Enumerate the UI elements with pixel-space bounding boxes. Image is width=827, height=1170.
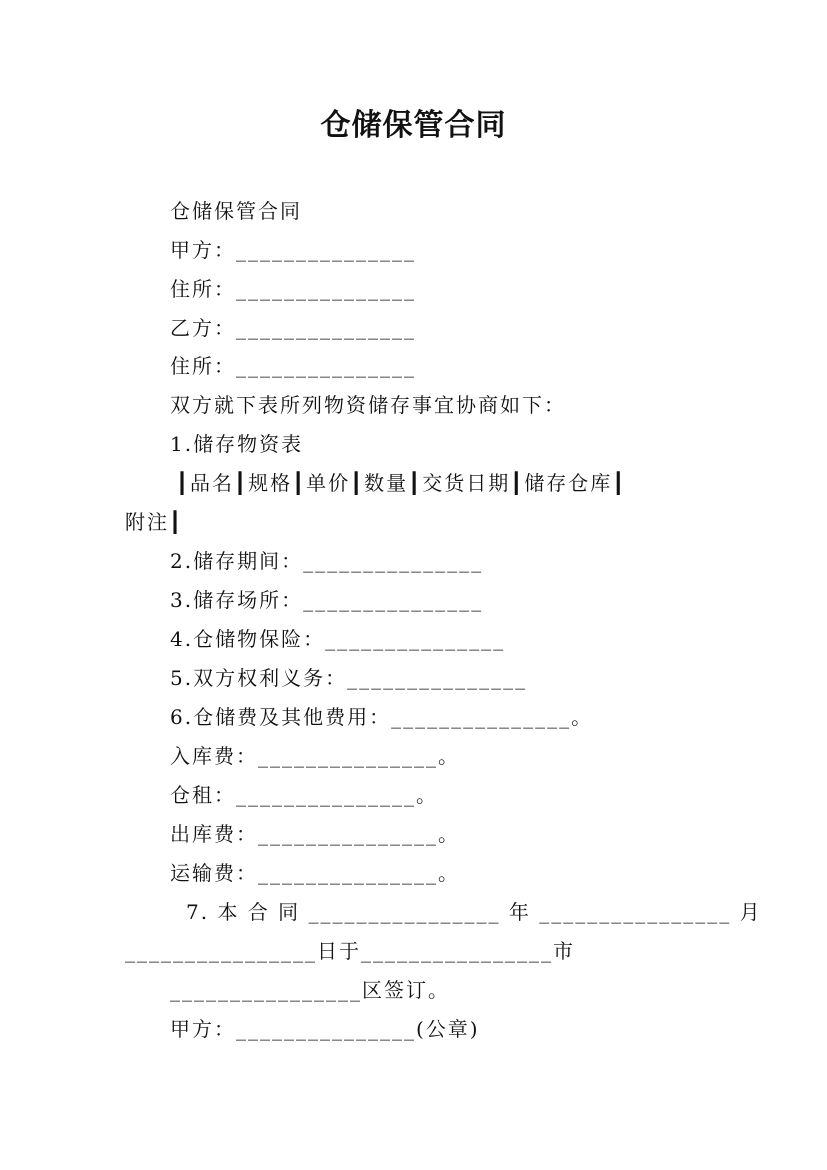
outbound-fee-line: 出库费：_______________。 — [170, 822, 460, 846]
contract-heading: 仓储保管合同 — [170, 199, 302, 223]
clause-6-line: 6.仓储费及其他费用：_______________。 — [170, 705, 594, 729]
party-a-address-line: 住所：_______________ — [170, 277, 416, 301]
rent-line: 仓租：_______________。 — [170, 783, 438, 807]
party-a-seal-line: 甲方：_______________(公章) — [170, 1017, 480, 1041]
goods-table-header: ┃品名┃规格┃单价┃数量┃交货日期┃储存仓库┃ — [176, 471, 627, 495]
clause-2-line: 2.储存期间：_______________ — [170, 549, 484, 573]
clause-5-line: 5.双方权利义务：_______________ — [170, 666, 528, 690]
signing-date-place-line: ________________日于________________市 — [125, 939, 575, 963]
transport-fee-line: 运输费：_______________。 — [170, 861, 460, 885]
clause-7-line: 7. 本 合 同 ________________ 年 ________________ 月 — [186, 900, 762, 924]
party-b-address-line: 住所：_______________ — [170, 354, 416, 378]
document-title: 仓储保管合同 — [320, 108, 507, 143]
inbound-fee-line: 入库费：_______________。 — [170, 744, 460, 768]
signing-district-line: ________________区签订。 — [170, 978, 450, 1002]
clause-1-heading: 1.储存物资表 — [170, 432, 304, 456]
clause-4-line: 4.仓储物保险：_______________ — [170, 627, 506, 651]
agreement-intro: 双方就下表所列物资储存事宜协商如下： — [170, 393, 566, 417]
party-a-line: 甲方：_______________ — [170, 238, 416, 262]
goods-table-header-cont: 附注┃ — [125, 510, 184, 534]
clause-3-line: 3.储存场所：_______________ — [170, 588, 484, 612]
party-b-line: 乙方：_______________ — [170, 316, 416, 340]
